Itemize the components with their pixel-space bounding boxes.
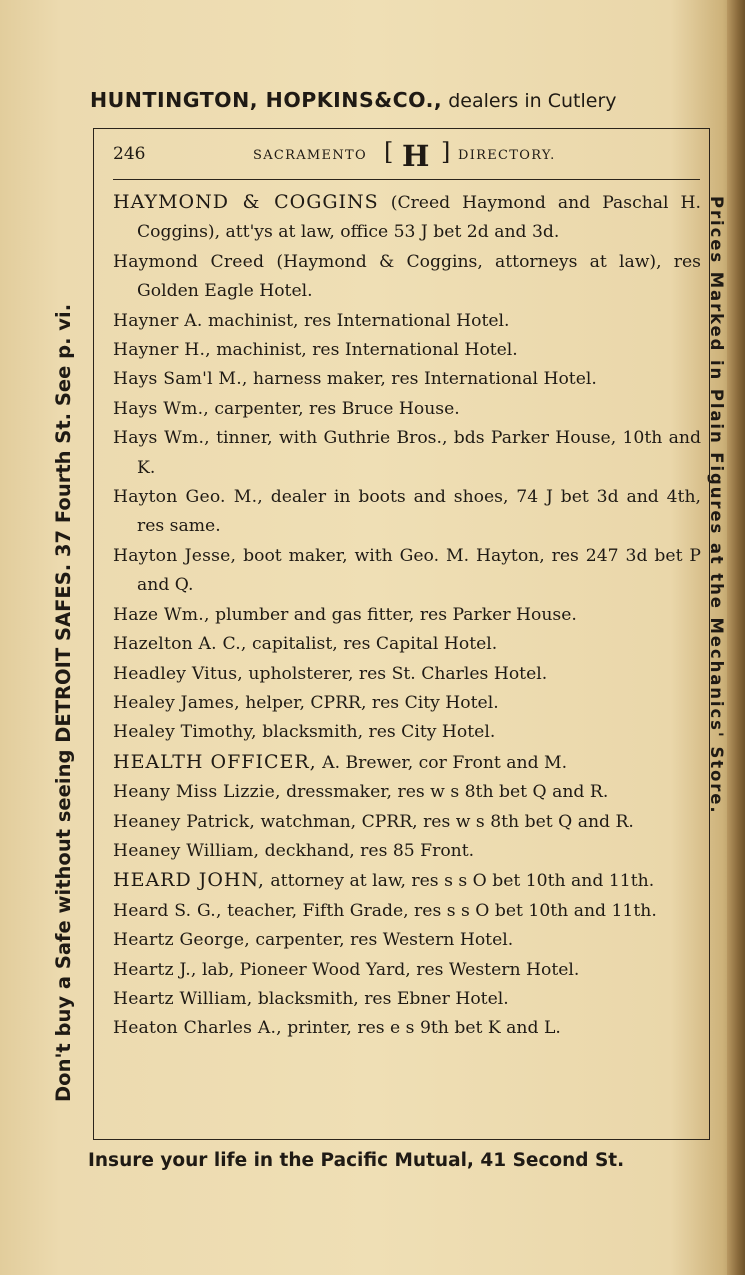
entry-details: carpenter, res Western Hotel. (249, 930, 514, 951)
entry-details: blacksmith, res City Hotel. (256, 722, 496, 743)
entry-name: Hays Wm., (113, 428, 210, 449)
directory-entries (113, 188, 701, 1044)
directory-entry (113, 689, 701, 718)
entry-name: Heaney William, (113, 840, 260, 861)
directory-entry (113, 1014, 701, 1043)
entry-name: Heartz William, (113, 988, 253, 1009)
entry-details: machinist, res International Hotel. (202, 310, 510, 331)
entry-name: Healey Timothy, (113, 722, 257, 743)
header-bracket-left: [ (384, 138, 394, 166)
entry-details: boot maker, with Geo. M. Hayton, res 247 3d bet P and Q. (137, 545, 701, 596)
directory-entry (113, 395, 701, 424)
entry-name: Haze Wm., (113, 604, 210, 625)
header-directory: DIRECTORY. (458, 148, 556, 163)
entry-name: Hayner H., (113, 340, 211, 361)
entry-name: Hayton Jesse, (113, 545, 237, 566)
directory-entry (113, 248, 701, 307)
entry-details: machinist, res International Hotel. (210, 340, 518, 361)
header-rule (113, 179, 700, 180)
entry-details: printer, res e s 9th bet K and L. (281, 1018, 561, 1039)
header-bracket-right: ] (441, 138, 451, 166)
directory-entry (113, 336, 701, 365)
entry-details: upholsterer, res St. Charles Hotel. (242, 663, 548, 684)
entry-name: Healey James, (113, 692, 240, 713)
entry-name: Heard S. G., (113, 900, 222, 921)
directory-entry (113, 307, 701, 336)
entry-details: carpenter, res Bruce House. (208, 398, 460, 419)
entry-name: Headley Vitus, (113, 663, 243, 684)
entry-details: deckhand, res 85 Front. (259, 840, 475, 861)
entry-name: Heaney Patrick, (113, 811, 255, 832)
entry-name: HAYMOND & COGGINS (113, 191, 379, 213)
entry-details: dealer in boots and shoes, 74 J bet 3d and 4th, res same. (137, 487, 701, 537)
entry-details: harness maker, res International Hotel. (247, 369, 597, 390)
entry-name: Heartz George, (113, 930, 250, 951)
top-ad-bold: HUNTINGTON, HOPKINS&CO., (90, 88, 443, 112)
entry-details: helper, CPRR, res City Hotel. (239, 692, 499, 713)
entry-details: tinner, with Guthrie Bros., bds Parker House, 10th and K. (137, 428, 702, 478)
entry-details: blacksmith, res Ebner Hotel. (252, 988, 509, 1009)
entry-details: watchman, CPRR, res w s 8th bet Q and R. (255, 811, 634, 832)
entry-details: plumber and gas fitter, res Parker House. (209, 604, 577, 625)
entry-details: lab, Pioneer Wood Yard, res Western Hotel. (196, 959, 580, 980)
header-letter: H (402, 139, 430, 173)
header-city: SACRAMENTO (253, 148, 367, 163)
entry-name: Heartz J., (113, 959, 197, 980)
entry-details: dressmaker, res w s 8th bet Q and R. (280, 782, 609, 803)
entry-name: Haymond Creed (113, 251, 265, 272)
directory-entry (113, 926, 701, 955)
book-spine-shadow (727, 0, 745, 1275)
directory-entry (113, 424, 701, 483)
left-margin-advertisement: Don't buy a Safe without seeing DETROIT SAFES. 37 Fourth St. See p. vi. (52, 303, 75, 1102)
directory-entry (113, 188, 701, 248)
entry-details: (Creed Haymond and Paschal H. Coggins), att'ys at law, office 53 J bet 2d and 3d. (137, 193, 702, 243)
bottom-advertisement: Insure your life in the Pacific Mutual, 41 Second St. (88, 1150, 625, 1171)
directory-entry (113, 985, 701, 1014)
entry-name: Heany Miss Lizzie, (113, 782, 281, 803)
directory-entry (113, 837, 701, 866)
top-advertisement (90, 88, 715, 112)
entry-name: Hazelton A. C., (113, 634, 247, 655)
directory-entry (113, 897, 701, 926)
entry-name: Hayner A. (113, 310, 203, 331)
entry-details: (Haymond & Coggins, attorneys at law), res Golden Eagle Hotel. (137, 251, 701, 302)
entry-name: Heaton Charles A., (113, 1018, 282, 1039)
directory-entry (113, 866, 701, 896)
directory-entry (113, 483, 701, 542)
entry-details: teacher, Fifth Grade, res s s O bet 10th and 11th. (221, 900, 657, 921)
entry-details: attorney at law, res s s O bet 10th and 11th. (264, 871, 655, 892)
top-ad-rest: dealers in Cutlery (442, 90, 617, 112)
directory-entry (113, 660, 701, 689)
entry-name: HEARD JOHN, (113, 869, 265, 892)
entry-name: Hayton Geo. M., (113, 487, 263, 508)
entry-name: Hays Sam'l M., (113, 369, 248, 390)
directory-entry (113, 956, 701, 985)
entry-name: HEALTH OFFICER, (113, 750, 317, 773)
entry-details: A. Brewer, cor Front and M. (316, 752, 568, 773)
directory-entry (113, 601, 701, 630)
page-number: 246 (113, 144, 146, 164)
directory-entry (113, 808, 701, 837)
directory-entry (113, 778, 701, 807)
running-header (113, 138, 698, 173)
entry-name: Hays Wm., (113, 398, 209, 419)
directory-entry (113, 630, 701, 659)
directory-entry (113, 718, 701, 747)
right-margin-advertisement: Prices Marked in Plain Figures at the Mechanics' Store. (707, 196, 726, 815)
entry-details: capitalist, res Capital Hotel. (246, 634, 498, 655)
directory-entry (113, 542, 701, 601)
directory-entry (113, 748, 701, 778)
directory-entry (113, 365, 701, 394)
